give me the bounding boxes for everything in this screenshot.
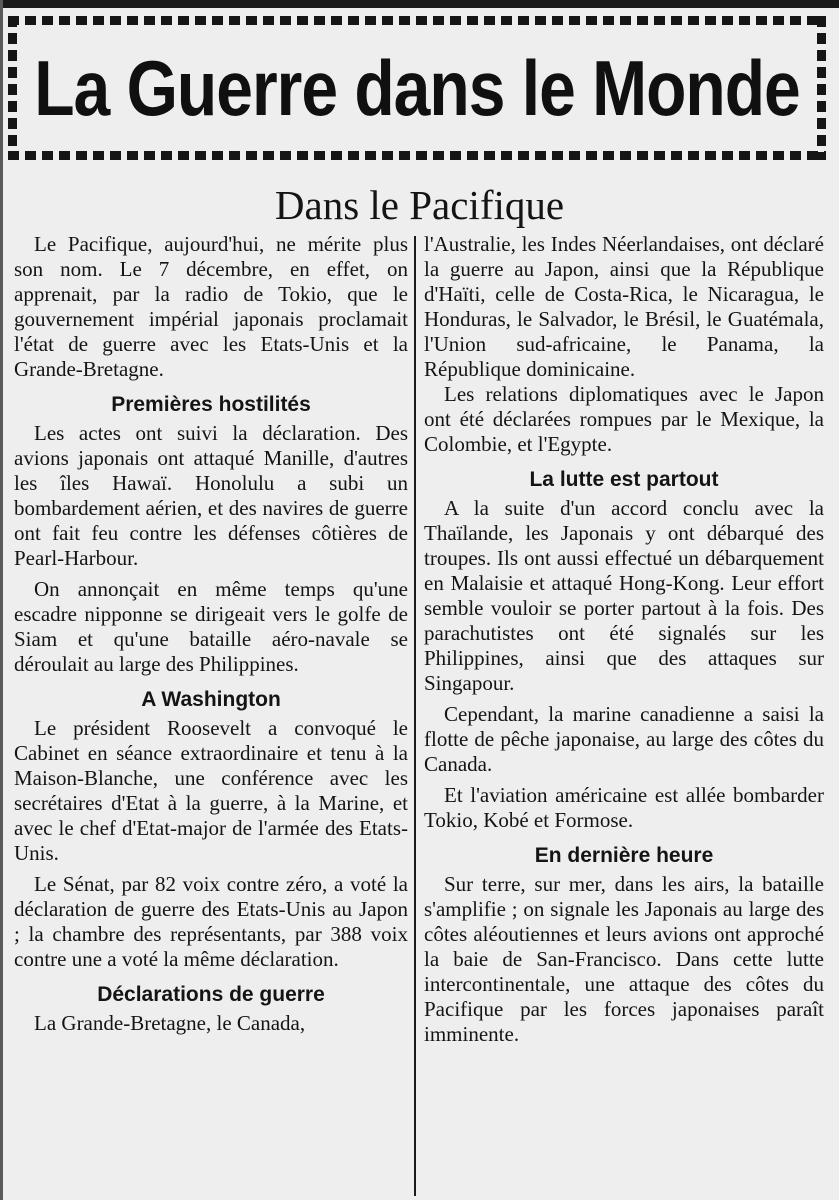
section-title: Dans le Pacifique	[274, 182, 565, 228]
article-paragraph: Les relations diplomatiques avec le Japon ont été déclarées rompues par le Mexique, la Colombie, et l'Egypte.	[424, 382, 824, 456]
column-divider	[414, 236, 416, 1196]
dashed-border-bottom	[8, 151, 826, 160]
article-paragraph: Et l'aviation américaine est allée bombarder Tokio, Kobé et Formose.	[424, 783, 824, 832]
dashed-border-left	[8, 16, 17, 160]
subheading: En dernière heure	[534, 844, 714, 867]
subheading: Déclarations de guerre	[97, 983, 325, 1006]
masthead-box	[8, 16, 826, 166]
article-paragraph: l'Australie, les Indes Néerlandaises, ont déclaré la guerre au Japon, ainsi que la République d'Haïti, celle de Costa-Rica, le Nicaragua, le Honduras, le Salvador, le Brésil, le Guatémala, l'Union sud-africaine, le Panama, la République dominicaine.	[424, 232, 824, 381]
dashed-border-top	[8, 16, 826, 25]
article-paragraph: La Grande-Bretagne, le Canada,	[34, 1011, 306, 1035]
article-paragraph: Les actes ont suivi la déclaration. Des avions japonais ont attaqué Manille, d'autres les îles Hawaï. Honolulu a subi un bombardement aérien, et des navires de guerre ont fait feu contre les défenses côtières de Pearl-Harbour.	[14, 421, 408, 570]
article-paragraph: Le Pacifique, aujourd'hui, ne mérite plus son nom. Le 7 décembre, en effet, on apprenait, par la radio de Tokio, que le gouvernement impérial japonais proclamait l'état de guerre avec les Etats-Unis et la Grande-Bretagne.	[14, 232, 408, 381]
article-paragraph: Cependant, la marine canadienne a saisi la flotte de pêche japonaise, au large des côtes du Canada.	[424, 702, 824, 776]
article-paragraph: Le président Roosevelt a convoqué le Cabinet en séance extraordinaire et tenu à la Maison-Blanche, une conférence avec les secrétaires d'Etat à la guerre, à la Marine, et avec le chef d'Etat-major de l'armée des Etats-Unis.	[14, 716, 408, 865]
left-column	[14, 232, 408, 1036]
subheading: A Washington	[141, 688, 281, 711]
article-paragraph: Le Sénat, par 82 voix contre zéro, a voté la déclaration de guerre des Etats-Unis au Japon ; la chambre des représentants, par 388 voix contre une a voté la même déclaration.	[14, 872, 408, 971]
top-rule	[0, 0, 839, 8]
article-paragraph: Sur terre, sur mer, dans les airs, la bataille s'amplifie ; on signale les Japonais au large des côtes aléoutiennes et leurs avions ont approché la baie de San-Francisco. Dans cette lutte intercontinentale, une attaque des côtes du Pacifique par les forces japonaises paraît imminente.	[424, 872, 824, 1046]
masthead-title: La Guerre dans le Monde	[34, 44, 800, 132]
right-column	[424, 232, 824, 1047]
article-paragraph: On annonçait en même temps qu'une escadre nipponne se dirigeait vers le golfe de Siam et qu'une bataille aéro-navale se déroulait au large des Philippines.	[14, 577, 408, 676]
dashed-border-right	[817, 16, 826, 160]
subheading: La lutte est partout	[529, 468, 719, 491]
article-paragraph: A la suite d'un accord conclu avec la Thaïlande, les Japonais y ont débarqué des troupes. Ils ont aussi effectué un débarquement en Malaisie et attaqué Hong-Kong. Leur effort semble vouloir se porter partout à la fois. Des parachutistes ont été signalés sur les Philippines, ainsi que des attaques sur Singapour.	[424, 496, 824, 695]
subheading: Premières hostilités	[111, 393, 311, 416]
